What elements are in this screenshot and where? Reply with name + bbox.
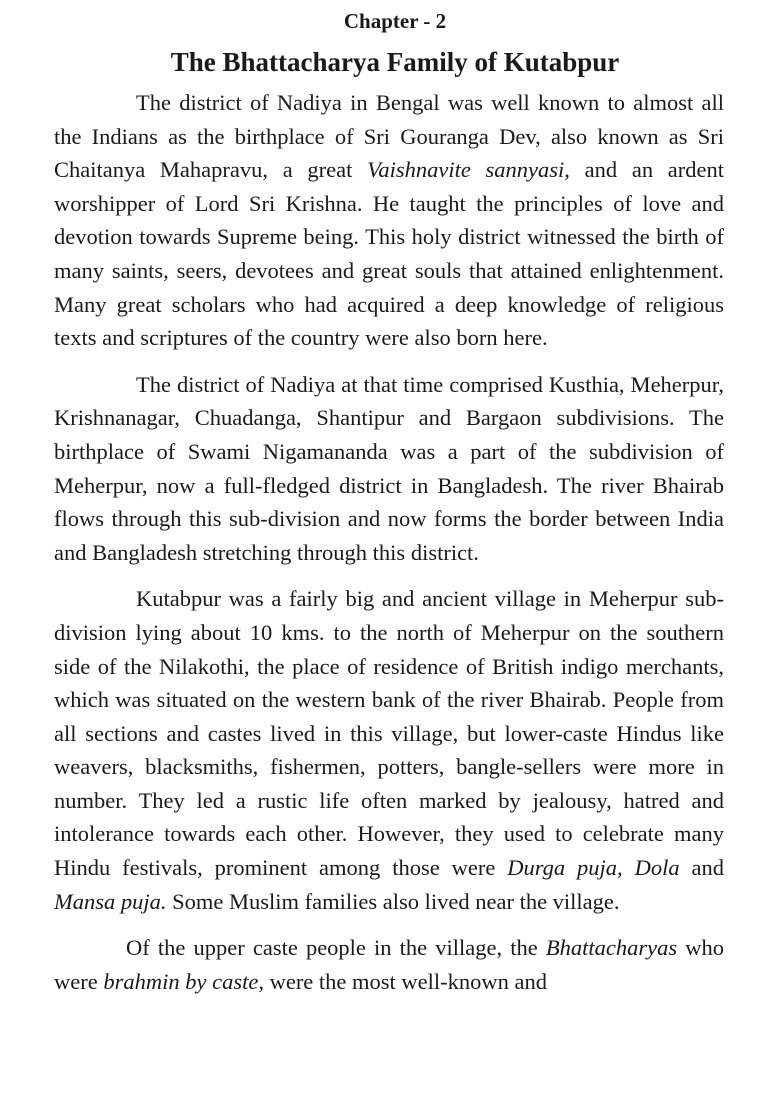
paragraph-3-text-a: Kutabpur was a fairly big and ancient village in Meherpur sub-division lying about 10 kms. to the north of Meherpur on the southern side of the Nilakothi, the place of residence of British indigo merchants, which was situated on the western bank of the river Bhairab. People from all sections and castes lived in this village, but lower-caste Hindus like weavers, blacksmiths, fishermen, potters, bangle-sellers were more in number. They led a rustic life often marked by jealousy, hatred and intolerance towards each other. However, they used to celebrate many Hindu festivals, prominent among those were xyxy=(54,586,724,881)
paragraph-4-italic-2: brahmin by caste, xyxy=(103,968,264,994)
paragraph-3 xyxy=(54,582,724,918)
paragraph-4-text-e: were the most well-known and xyxy=(263,968,548,994)
paragraph-1-text-c: and an ardent worshipper of Lord Sri Krishna. He taught the principles of love and devotion towards Supreme being. This holy district witnessed the birth of many saints, seers, devotees and great souls that attained enlightenment. Many great scholars who had acquired a deep knowledge of religious texts and scriptures of the country were also born here. xyxy=(54,157,724,351)
chapter-label: Chapter - 2 xyxy=(343,9,447,33)
paragraph-3-text-e: Some Muslim families also lived near the village. xyxy=(166,888,620,914)
paragraph-4-text-c: who were xyxy=(54,935,725,994)
paragraph-3-italic-1: Durga puja, Dola xyxy=(507,855,680,881)
paragraph-4 xyxy=(54,931,724,998)
paragraph-1 xyxy=(54,86,724,355)
book-page xyxy=(54,6,724,998)
paragraph-1-italic: Vaishnavite sannyasi, xyxy=(367,157,570,183)
paragraph-3-text-c: and xyxy=(679,855,724,881)
paragraph-1-text-a: The district of Nadiya in Bengal was well known to almost all the Indians as the birthplace of Sri Gouranga Dev, also known as Sri Chaitanya Mahapravu, a great xyxy=(54,90,724,183)
paragraph-4-text-a: Of the upper caste people in the village, the xyxy=(126,935,546,961)
paragraph-2: The district of Nadiya at that time comprised Kusthia, Meherpur, Krishnanagar, Chuadanga, Shantipur and Bargaon subdivisions. The birthplace of Swami Nigamananda was a part of the subdivision of Meherpur, now a full-fledged district in Bangladesh. The river Bhairab flows through this sub-division and now forms the border between India and Bangladesh stretching through this district. xyxy=(54,371,724,565)
chapter-title: The Bhattacharya Family of Kutabpur xyxy=(170,47,620,77)
paragraph-3-italic-2: Mansa puja. xyxy=(54,888,167,914)
paragraph-4-italic-1: Bhattacharyas xyxy=(545,935,678,961)
